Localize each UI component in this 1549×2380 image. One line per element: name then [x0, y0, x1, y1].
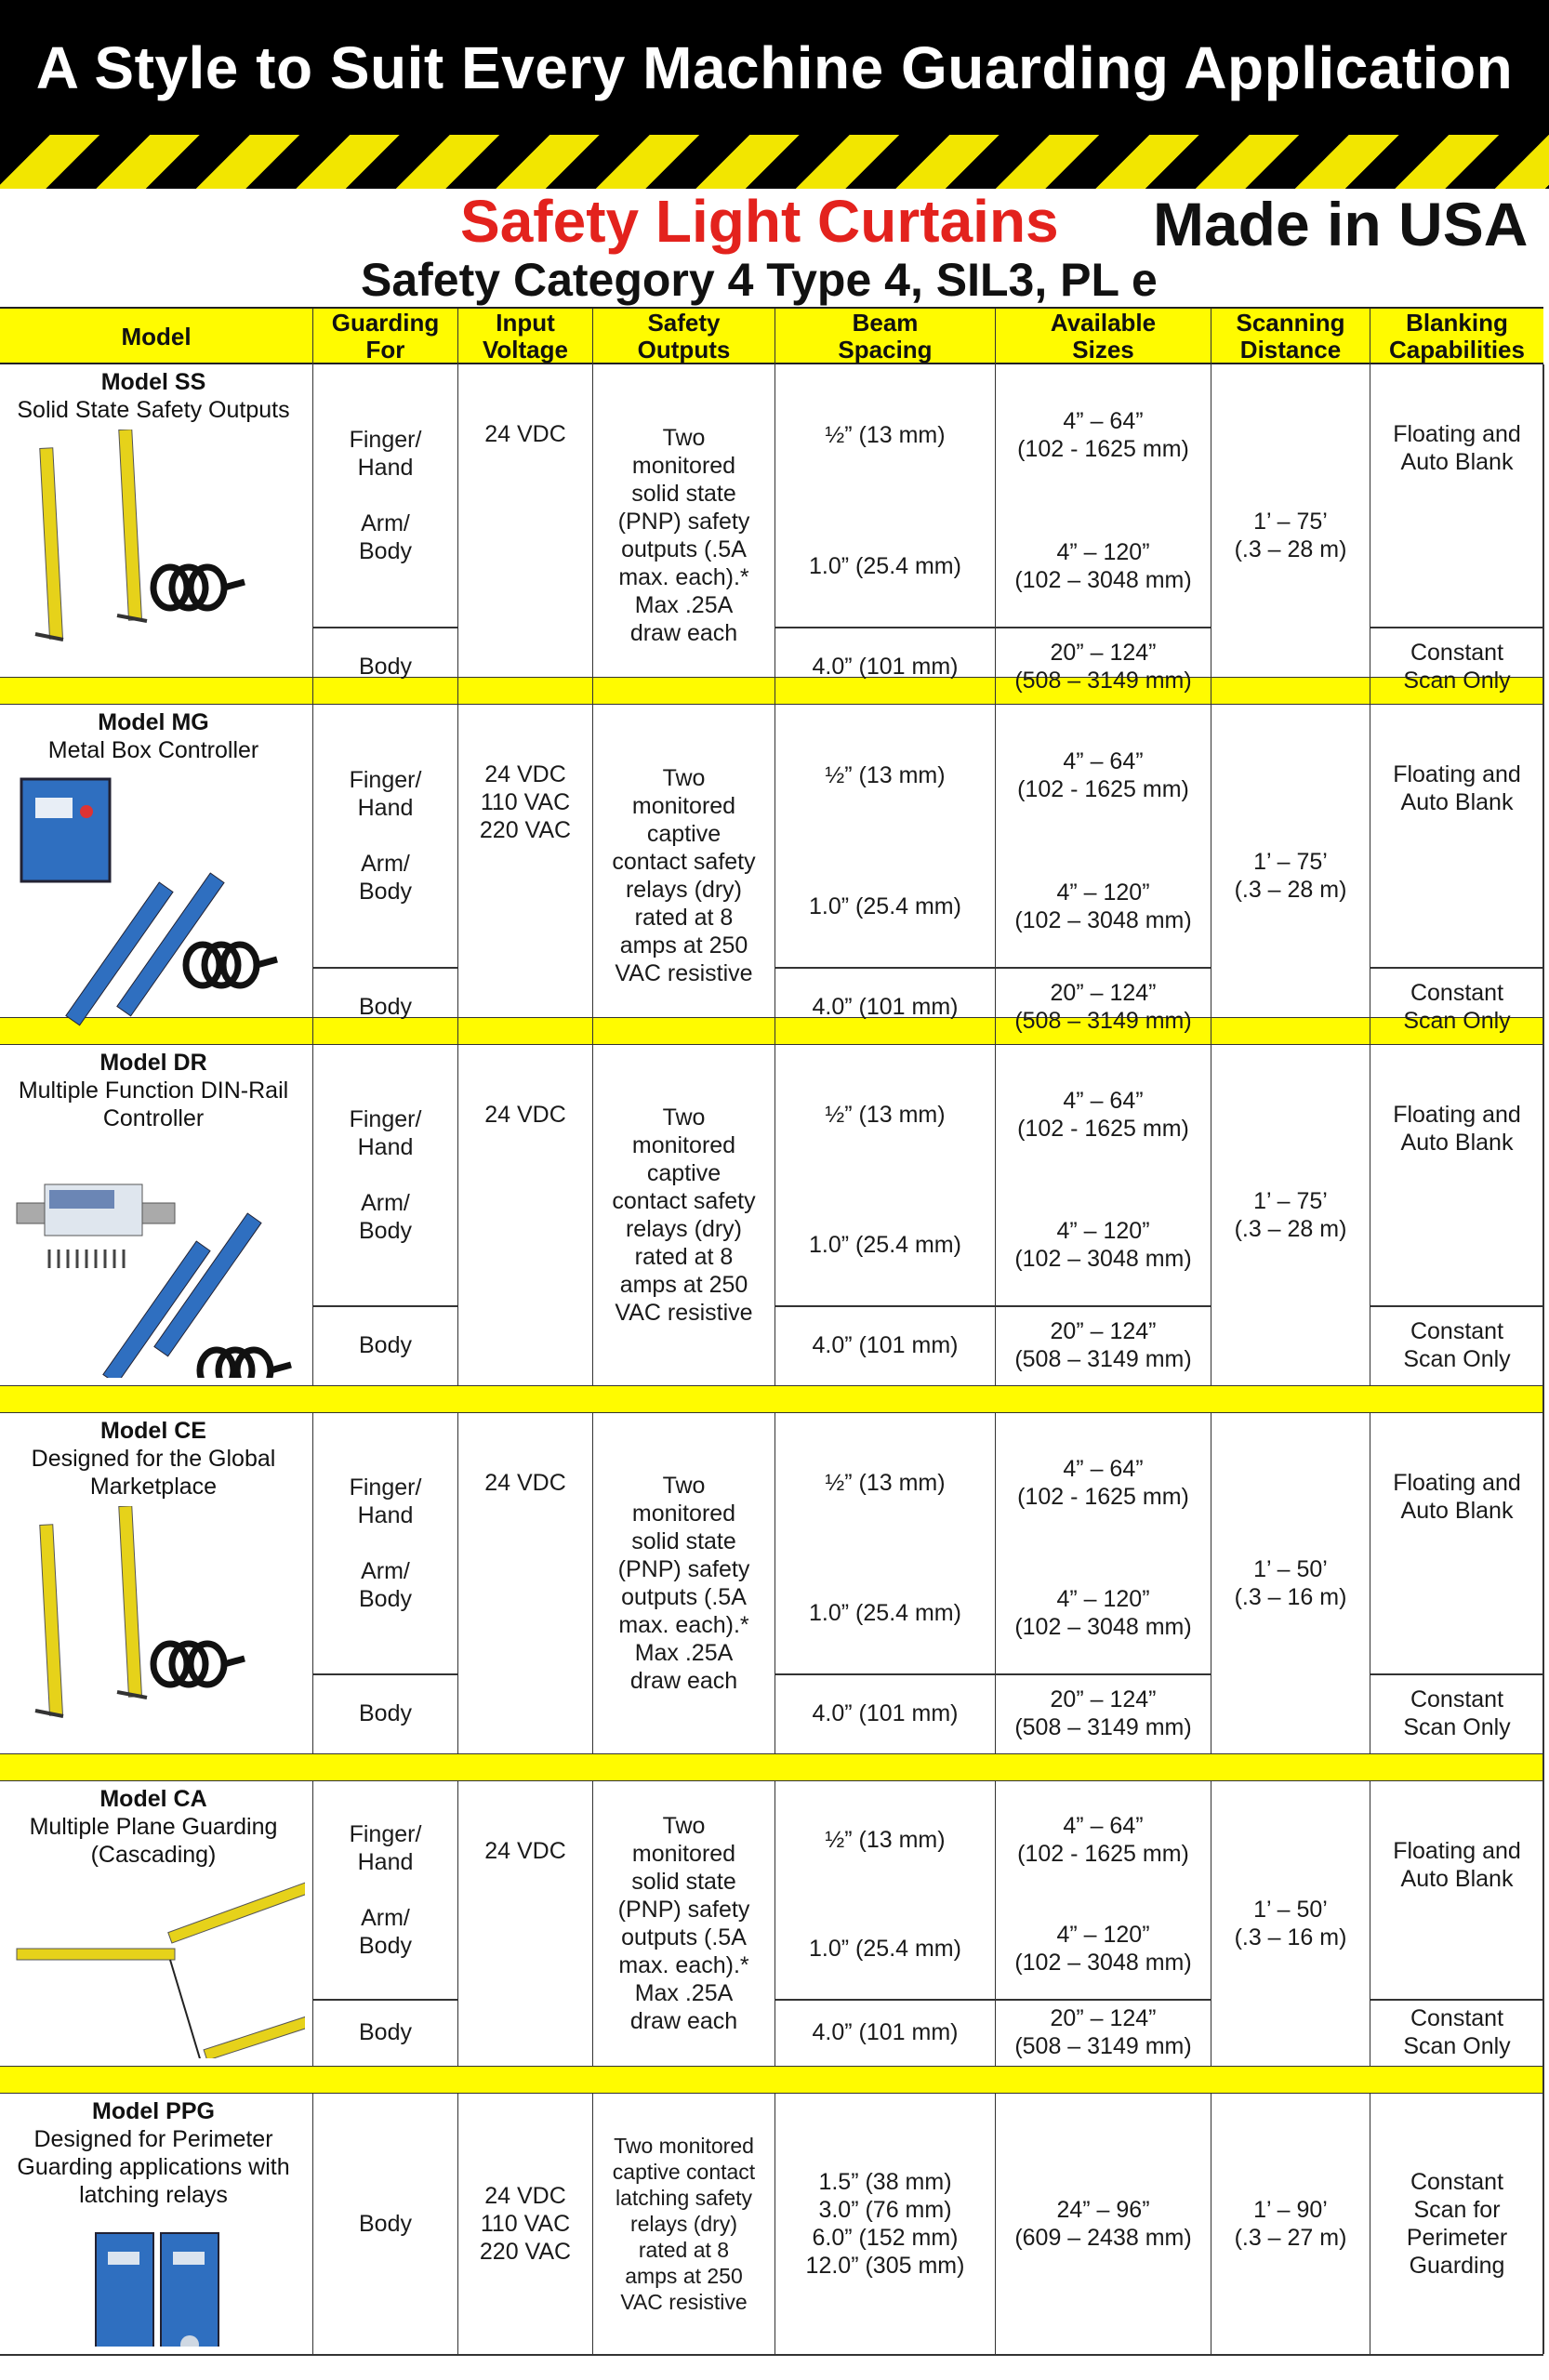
- blanking-cell: Floating and Auto Blank: [1370, 1045, 1543, 1305]
- model-description: Multiple Plane Guarding (Cascading): [29, 1814, 278, 1868]
- blanking-cell: Constant Scan Only: [1370, 1305, 1543, 1385]
- beam-spacing-cell: 4.0” (101 mm): [774, 967, 995, 1047]
- cascading-curtain-icon: [7, 1874, 305, 2058]
- model-name: Model DR: [99, 1050, 207, 1076]
- din-rail-controller-icon: [7, 1138, 305, 1378]
- voltage-cell: 24 VDC: [457, 1413, 592, 1753]
- blanking-cell: Floating and Auto Blank: [1370, 364, 1543, 627]
- available-size-cell: 4” – 120” (102 – 3048 mm): [995, 1897, 1211, 1999]
- available-size-cell: 4” – 120” (102 – 3048 mm): [995, 1184, 1211, 1305]
- yellow-light-curtain-pair-icon: [7, 1506, 305, 1746]
- cell-divider: [1370, 1673, 1543, 1675]
- guarding-cell: Body: [312, 967, 457, 1047]
- cell-divider: [1370, 627, 1543, 628]
- blanking-cell: Floating and Auto Blank: [1370, 705, 1543, 967]
- beam-spacing-cell: ½” (13 mm): [774, 1413, 995, 1553]
- header-distance: Scanning Distance: [1211, 309, 1370, 364]
- row-separator: [0, 2066, 1543, 2094]
- voltage-cell: 24 VDC: [457, 1045, 592, 1385]
- available-size-cell: 24” – 96” (609 – 2438 mm): [995, 2094, 1211, 2354]
- model-name: Model MG: [98, 709, 209, 735]
- available-size-cell: 20” – 124” (508 – 3149 mm): [995, 967, 1211, 1047]
- guarding-cell: Finger/ Hand Arm/ Body: [312, 1781, 457, 1999]
- scanning-distance-cell: 1’ – 75’ (.3 – 28 m): [1211, 1045, 1370, 1385]
- perimeter-guard-units-icon: [7, 2215, 305, 2347]
- outputs-cell: Two monitored solid state (PNP) safety outputs (.5A max. each).* Max .25A draw each: [592, 364, 774, 707]
- beam-spacing-cell: 1.0” (25.4 mm): [774, 1897, 995, 1999]
- available-size-cell: 20” – 124” (508 – 3149 mm): [995, 1673, 1211, 1753]
- cell-divider: [312, 1673, 457, 1675]
- subtitle: Safety Light Curtains: [460, 188, 1059, 255]
- cell-divider: [1370, 967, 1543, 969]
- outputs-cell: Two monitored captive contact safety relays (dry) rated at 8 amps at 250 VAC resistive: [592, 1045, 774, 1385]
- outputs-cell: Two monitored solid state (PNP) safety outputs (.5A max. each).* Max .25A draw each: [592, 1781, 774, 2066]
- header-outputs: Safety Outputs: [592, 309, 774, 364]
- guarding-cell: Body: [312, 1305, 457, 1385]
- beam-spacing-cell: 4.0” (101 mm): [774, 1999, 995, 2066]
- available-size-cell: 4” – 64” (102 - 1625 mm): [995, 364, 1211, 505]
- cell-divider: [312, 1305, 457, 1307]
- header-sizes: Available Sizes: [995, 309, 1211, 364]
- header-model: Model: [121, 322, 192, 350]
- hazard-stripe: [0, 135, 1549, 189]
- cell-divider: [312, 1999, 457, 2001]
- blanking-cell: Constant Scan for Perimeter Guarding: [1370, 2094, 1543, 2354]
- header-blanking: Blanking Capabilities: [1370, 309, 1543, 364]
- beam-spacing-cell: 1.0” (25.4 mm): [774, 1184, 995, 1305]
- outputs-cell: Two monitored captive contact safety relays (dry) rated at 8 amps at 250 VAC resistive: [592, 705, 774, 1047]
- beam-spacing-cell: 1.0” (25.4 mm): [774, 505, 995, 627]
- guarding-cell: Finger/ Hand Arm/ Body: [312, 364, 457, 627]
- cell-divider: [1370, 1999, 1543, 2001]
- guarding-cell: Body: [312, 1673, 457, 1753]
- voltage-cell: 24 VDC: [457, 364, 592, 707]
- scanning-distance-cell: 1’ – 75’ (.3 – 28 m): [1211, 364, 1370, 707]
- guarding-cell: Body: [312, 2094, 457, 2354]
- metal-box-controller-icon: [7, 770, 305, 1039]
- voltage-cell: 24 VDC: [457, 1781, 592, 2066]
- beam-spacing-cell: ½” (13 mm): [774, 1781, 995, 1897]
- outputs-cell: Two monitored solid state (PNP) safety outputs (.5A max. each).* Max .25A draw each: [592, 1413, 774, 1753]
- banner-title: A Style to Suit Every Machine Guarding Application: [35, 33, 1514, 101]
- beam-spacing-cell: ½” (13 mm): [774, 1045, 995, 1184]
- guarding-cell: Finger/ Hand Arm/ Body: [312, 1413, 457, 1673]
- available-size-cell: 4” – 64” (102 - 1625 mm): [995, 1781, 1211, 1897]
- model-name: Model CE: [100, 1418, 206, 1444]
- available-size-cell: 4” – 64” (102 - 1625 mm): [995, 705, 1211, 845]
- scanning-distance-cell: 1’ – 50’ (.3 – 16 m): [1211, 1781, 1370, 2066]
- scanning-distance-cell: 1’ – 75’ (.3 – 28 m): [1211, 705, 1370, 1047]
- available-size-cell: 4” – 120” (102 – 3048 mm): [995, 505, 1211, 627]
- scanning-distance-cell: 1’ – 50’ (.3 – 16 m): [1211, 1413, 1370, 1753]
- model-description: Designed for Perimeter Guarding applications with latching relays: [17, 2126, 290, 2208]
- model-name: Model PPG: [92, 2098, 215, 2124]
- voltage-cell: 24 VDC 110 VAC 220 VAC: [457, 705, 592, 1047]
- available-size-cell: 4” – 120” (102 – 3048 mm): [995, 845, 1211, 967]
- available-size-cell: 4” – 64” (102 - 1625 mm): [995, 1413, 1211, 1553]
- guarding-cell: Finger/ Hand Arm/ Body: [312, 1045, 457, 1305]
- table-header-row: [0, 307, 1543, 364]
- yellow-light-curtain-pair-icon: [7, 430, 305, 699]
- cell-divider: [312, 627, 457, 628]
- cell-divider: [1370, 1305, 1543, 1307]
- guarding-cell: Body: [312, 627, 457, 707]
- row-separator: [0, 1753, 1543, 1781]
- voltage-cell: 24 VDC 110 VAC 220 VAC: [457, 2094, 592, 2354]
- beam-spacing-cell: ½” (13 mm): [774, 705, 995, 845]
- guarding-cell: Finger/ Hand Arm/ Body: [312, 705, 457, 967]
- model-name: Model CA: [99, 1786, 207, 1812]
- available-size-cell: 20” – 124” (508 – 3149 mm): [995, 627, 1211, 707]
- beam-spacing-cell: 4.0” (101 mm): [774, 1673, 995, 1753]
- guarding-cell: Body: [312, 1999, 457, 2066]
- blanking-cell: Constant Scan Only: [1370, 627, 1543, 707]
- scanning-distance-cell: 1’ – 90’ (.3 – 27 m): [1211, 2094, 1370, 2354]
- blanking-cell: Constant Scan Only: [1370, 1673, 1543, 1753]
- model-description: Multiple Function DIN-Rail Controller: [18, 1078, 289, 1131]
- safety-category: Safety Category 4 Type 4, SIL3, PL e: [361, 254, 1158, 306]
- cell-divider: [312, 967, 457, 969]
- blanking-cell: Constant Scan Only: [1370, 967, 1543, 1047]
- available-size-cell: 4” – 120” (102 – 3048 mm): [995, 1553, 1211, 1673]
- outputs-cell: Two monitored captive contact latching safety relays (dry) rated at 8 amps at 250 VAC resistive: [592, 2094, 774, 2354]
- beam-spacing-cell: ½” (13 mm): [774, 364, 995, 505]
- blanking-cell: Floating and Auto Blank: [1370, 1781, 1543, 1999]
- beam-spacing-cell: 4.0” (101 mm): [774, 627, 995, 707]
- cell-divider: [0, 2354, 1543, 2356]
- beam-spacing-cell: 1.0” (25.4 mm): [774, 845, 995, 967]
- header-beam: Beam Spacing: [774, 309, 995, 364]
- blanking-cell: Constant Scan Only: [1370, 1999, 1543, 2066]
- row-separator: [0, 1385, 1543, 1413]
- model-description: Metal Box Controller: [47, 737, 259, 763]
- header-voltage: Input Voltage: [457, 309, 592, 364]
- beam-spacing-cell: 4.0” (101 mm): [774, 1305, 995, 1385]
- blanking-cell: Floating and Auto Blank: [1370, 1413, 1543, 1673]
- beam-spacing-cell: 1.5” (38 mm) 3.0” (76 mm) 6.0” (152 mm) 12.0” (305 mm): [774, 2094, 995, 2354]
- made-in-label: Made in USA: [1153, 190, 1529, 258]
- model-name: Model SS: [100, 369, 206, 395]
- header-guarding: Guarding For: [312, 309, 457, 364]
- available-size-cell: 20” – 124” (508 – 3149 mm): [995, 1305, 1211, 1385]
- beam-spacing-cell: 1.0” (25.4 mm): [774, 1553, 995, 1673]
- available-size-cell: 20” – 124” (508 – 3149 mm): [995, 1999, 1211, 2066]
- model-description: Designed for the Global Marketplace: [31, 1446, 276, 1500]
- available-size-cell: 4” – 64” (102 - 1625 mm): [995, 1045, 1211, 1184]
- model-description: Solid State Safety Outputs: [17, 397, 290, 423]
